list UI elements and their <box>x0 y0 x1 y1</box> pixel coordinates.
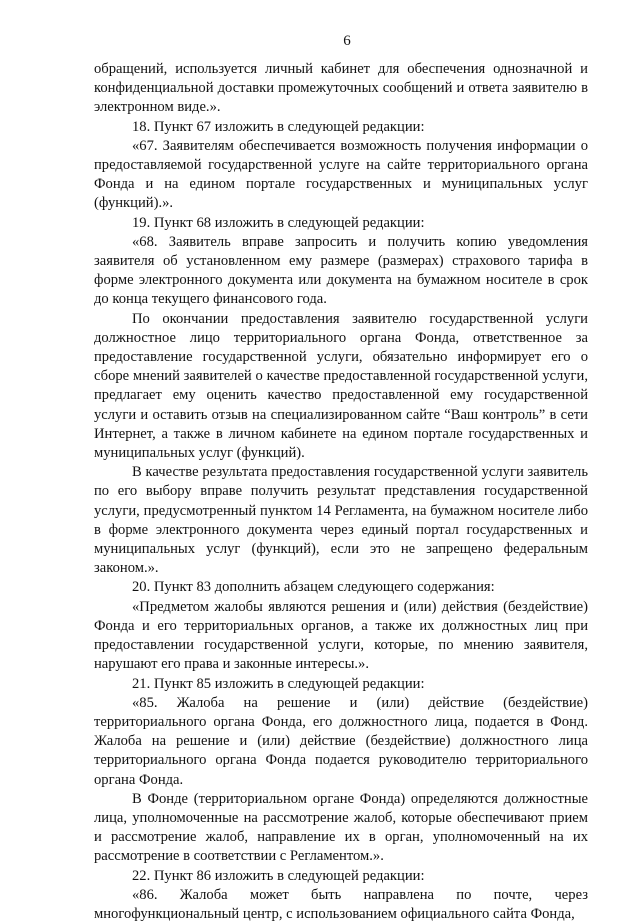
paragraph: 22. Пункт 86 изложить в следующей редакции: <box>132 867 425 884</box>
paragraph: 21. Пункт 85 изложить в следующей редакции: <box>132 675 425 692</box>
paragraph: обращений, используется личный кабинет для обеспечения однозначной и конфиденциальной доставки промежуточных сообщений и ответа заявителю в электронном виде.». <box>94 61 588 116</box>
document-body <box>94 60 588 924</box>
paragraph: «Предметом жалобы являются решения и (или) действия (бездействие) Фонда и его территориальных органов, а также их должностных лиц при предоставлении государственной услуги, которые, по мнению заявителя, нарушают его права и законные интересы.». <box>94 598 588 673</box>
paragraph: 18. Пункт 67 изложить в следующей редакции: <box>132 118 425 135</box>
paragraph: «67. Заявителям обеспечивается возможность получения информации о предоставляемой государственной услуге на сайте территориального органа Фонда и на едином портале государственных и муниципальных услуг (функций).». <box>94 137 588 212</box>
paragraph: «68. Заявитель вправе запросить и получить копию уведомления заявителя об установленном ему размере (размерах) страхового тарифа в форме электронного документа или документа на бумажном носителе в срок до конца текущего финансового года. <box>94 233 588 308</box>
paragraph: В качестве результата предоставления государственной услуги заявитель по его выбору вправе получить результат представления государственной услуги, предусмотренный пунктом 14 Регламента, на бумажном носителе либо в форме электронного документа через единый портал государственных и муниципальных услуг (функций), если это не запрещено федеральным законом.». <box>94 464 588 577</box>
paragraph: 20. Пункт 83 дополнить абзацем следующего содержания: <box>132 579 495 596</box>
paragraph: 19. Пункт 68 изложить в следующей редакции: <box>132 214 425 231</box>
page-number: 6 <box>343 33 351 49</box>
paragraph: По окончании предоставления заявителю государственной услуги должностное лицо территориального органа Фонда, ответственное за предоставление государственной услуги, обязательно информирует его о сборе мнений заявителей о качестве предоставленной государственной услуги, предлагает ему оценить качество предоставленной ему государственной услуги и оставить отзыв на специализированном сайте “Ваш контроль” в сети Интернет, а также в личном кабинете на едином портале государственных и муниципальных услуг (функций). <box>94 310 588 462</box>
paragraph: «85. Жалоба на решение и (или) действие (бездействие) территориального органа Фонда, его должностного лица, подается в Фонд. Жалоба на решение и (или) действие (бездействие) должностного лица территориального органа Фонда подается руководителю территориального органа Фонда. <box>94 694 588 788</box>
paragraph: В Фонде (территориальном органе Фонда) определяются должностные лица, уполномоченные на рассмотрение жалоб, которые обеспечивают прием и рассмотрение жалоб, направление их в орган, уполномоченный на их рассмотрение в соответствии с Регламентом.». <box>94 790 588 865</box>
paragraph: «86. Жалоба может быть направлена по почте, через многофункциональный центр, с использованием официального сайта Фонда, <box>94 886 588 922</box>
